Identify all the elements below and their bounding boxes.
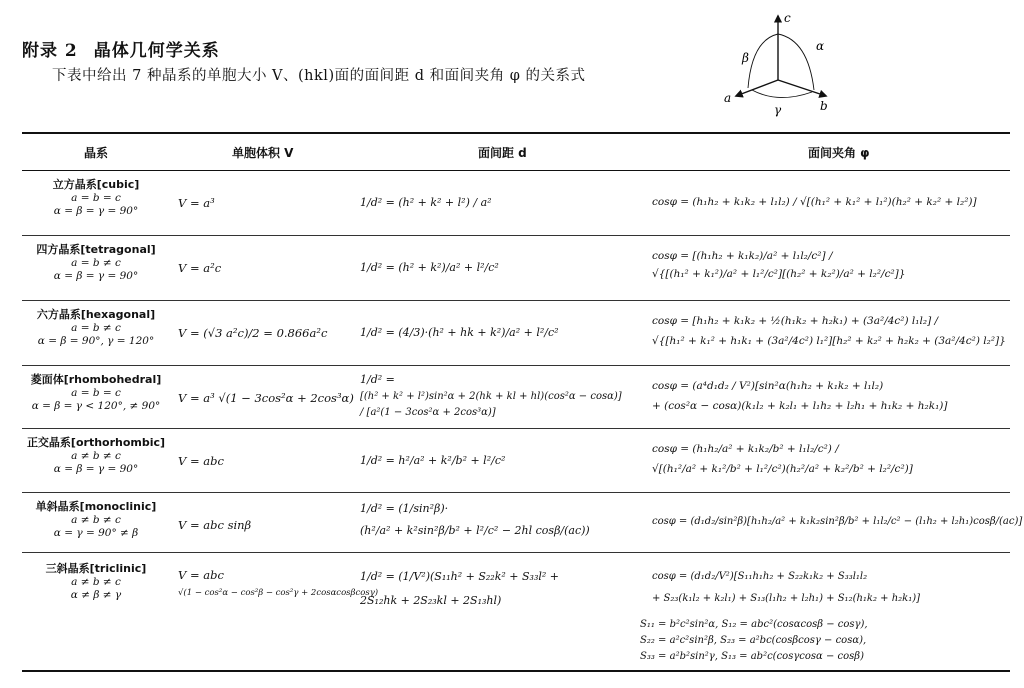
row-divider (22, 300, 1010, 301)
table-row-rhombohedral (22, 373, 170, 413)
volume-formula: V = (√3 a²c)/2 = 0.866a²c (178, 326, 328, 340)
system-condition: α = β = γ = 90° (53, 269, 139, 282)
s-coefficient-line: S₃₃ = a²b²sin²γ, S₁₃ = ab²c(cosγcosα − cosβ) (640, 651, 864, 662)
volume-formula: V = a³ √(1 − 3cos²α + 2cos³α) (178, 391, 354, 405)
appendix-number: 附录 2 (22, 41, 78, 61)
angle-formula-line: √{[(h₁² + k₁²)/a² + l₁²/c²][(h₂² + k₂²)/a² + l₂²/c²]} (652, 268, 906, 280)
label-c: c (784, 11, 791, 25)
table-row-triclinic (22, 562, 170, 602)
system-name: 正交晶系[orthorhombic] (26, 436, 166, 449)
spacing-formula-line: (h²/a² + k²sin²β/b² + l²/c² − 2hl cosβ/(ac)) (360, 524, 590, 537)
volume-formula: V = abc (178, 454, 224, 468)
volume-formula: V = a³ (178, 196, 215, 210)
table-row-tetragonal (22, 243, 170, 283)
system-name: 六方晶系[hexagonal] (36, 308, 156, 321)
spacing-formula: 1/d² = (4/3)·(h² + hk + k²)/a² + l²/c² (360, 326, 559, 339)
volume-formula-line: √(1 − cos²α − cos²β − cos²γ + 2cosαcosβcosγ) (178, 588, 379, 598)
system-name: 菱面体[rhombohedral] (30, 373, 162, 386)
system-name: 立方晶系[cubic] (52, 178, 140, 191)
table-bottom-rule (22, 670, 1010, 672)
system-condition: a ≠ b ≠ c (71, 449, 121, 462)
table-header-rule (22, 170, 1010, 171)
system-condition: a ≠ b ≠ c (71, 575, 121, 588)
angle-formula-line: cosφ = [h₁h₂ + k₁k₂ + ½(h₁k₂ + h₂k₁) + (3a²/4c²) l₁l₂] / (652, 315, 939, 327)
spacing-formula-line: 1/d² = (1/sin²β)· (360, 502, 449, 515)
angle-formula-line: cosφ = (d₁d₂/V²)[S₁₁h₁h₂ + S₂₂k₁k₂ + S₃₃l₁l₂ (652, 571, 868, 582)
column-header-spacing: 面间距 d (478, 146, 527, 160)
volume-formula: V = a²c (178, 261, 222, 275)
spacing-formula-line: / [a²(1 − 3cos²α + 2cos³α)] (360, 407, 496, 418)
system-condition: a = b ≠ c (71, 256, 121, 269)
table-row-cubic (22, 178, 170, 218)
label-b: b (820, 99, 828, 113)
table-top-rule (22, 132, 1010, 134)
a-axis-line (736, 80, 778, 96)
table-row-orthorhombic (22, 436, 170, 476)
system-condition: α = β = γ < 120°, ≠ 90° (31, 399, 161, 412)
spacing-formula-line: 2S₁₂hk + 2S₂₃kl + 2S₁₃hl) (360, 594, 502, 607)
row-divider (22, 365, 1010, 366)
angle-formula-line: cosφ = (a⁴d₁d₂ / V²)[sin²α(h₁h₂ + k₁k₂ + l₁l₂) (652, 380, 884, 392)
appendix-subtitle: 下表中给出 7 种晶系的单胞大小 V、(hkl)面的面间距 d 和面间夹角 φ 的关系式 (52, 68, 586, 84)
b-axis-line (778, 80, 826, 96)
spacing-formula: 1/d² = (h² + k²)/a² + l²/c² (360, 261, 499, 274)
angle-formula: cosφ = (h₁h₂ + k₁k₂ + l₁l₂) / √[(h₁² + k₁² + l₁²)(h₂² + k₂² + l₂²)] (652, 196, 977, 208)
angle-formula-line: cosφ = [(h₁h₂ + k₁k₂)/a² + l₁l₂/c²] / (652, 250, 833, 262)
table-row-monoclinic (22, 500, 170, 540)
column-header-system: 晶系 (84, 146, 109, 160)
angle-formula: cosφ = (d₁d₂/sin²β)[h₁h₂/a² + k₁k₂sin²β/b² + l₁l₂/c² − (l₁h₂ + l₂h₁)cosβ/(ac)] (652, 516, 1023, 527)
s-coefficient-line: S₁₁ = b²c²sin²α, S₁₂ = abc²(cosαcosβ − cosγ), (640, 619, 868, 630)
beta-arc (748, 34, 778, 88)
crystal-axes-diagram (712, 8, 852, 120)
system-name: 四方晶系[tetragonal] (36, 243, 156, 256)
appendix-heading (22, 36, 220, 61)
column-header-volume: 单胞体积 V (232, 146, 294, 160)
spacing-formula-line: 1/d² = (360, 373, 395, 386)
system-condition: α = β = 90°, γ = 120° (37, 334, 155, 347)
angle-formula-line: + S₂₃(k₁l₂ + k₂l₁) + S₁₃(l₁h₂ + l₂h₁) + S₁₂(h₁k₂ + h₂k₁)] (652, 593, 921, 604)
system-condition: α = γ = 90° ≠ β (53, 526, 139, 539)
label-gamma: γ (774, 103, 782, 117)
system-condition: a = b = c (71, 386, 121, 399)
gamma-arc (752, 90, 812, 98)
row-divider (22, 235, 1010, 236)
system-condition: α ≠ β ≠ γ (70, 588, 122, 601)
spacing-formula-line: [(h² + k² + l²)sin²α + 2(hk + kl + hl)(cos²α − cosα)] (360, 391, 622, 402)
system-condition: α = β = γ = 90° (53, 462, 139, 475)
label-a: a (724, 91, 732, 105)
system-name: 三斜晶系[triclinic] (45, 562, 147, 575)
spacing-formula: 1/d² = h²/a² + k²/b² + l²/c² (360, 454, 506, 467)
system-condition: a = b = c (71, 191, 121, 204)
system-condition: a ≠ b ≠ c (71, 513, 121, 526)
row-divider (22, 492, 1010, 493)
spacing-formula-line: 1/d² = (1/V²)(S₁₁h² + S₂₂k² + S₃₃l² + (360, 570, 559, 583)
appendix-title: 晶体几何学关系 (93, 41, 220, 61)
system-name: 单斜晶系[monoclinic] (35, 500, 157, 513)
volume-formula: V = abc sinβ (178, 518, 252, 532)
row-divider (22, 552, 1010, 553)
s-coefficient-line: S₂₂ = a²c²sin²β, S₂₃ = a²bc(cosβcosγ − cosα), (640, 635, 867, 646)
angle-formula-line: + (cos²α − cosα)(k₁l₂ + k₂l₁ + l₁h₂ + l₂h₁ + h₁k₂ + h₂k₁)] (652, 400, 948, 412)
label-beta: β (742, 51, 749, 65)
volume-formula-line: V = abc (178, 568, 224, 582)
angle-formula-line: cosφ = (h₁h₂/a² + k₁k₂/b² + l₁l₂/c²) / (652, 443, 839, 455)
spacing-formula: 1/d² = (h² + k² + l²) / a² (360, 196, 492, 209)
angle-formula-line: √{[h₁² + k₁² + h₁k₁ + (3a²/4c²) l₁²][h₂² + k₂² + h₂k₂ + (3a²/4c²) l₂²]} (652, 335, 1006, 347)
row-divider (22, 428, 1010, 429)
column-header-angle: 面间夹角 φ (808, 146, 870, 160)
system-condition: a = b ≠ c (71, 321, 121, 334)
table-row-hexagonal (22, 308, 170, 348)
label-alpha: α (816, 39, 825, 53)
angle-formula-line: √[(h₁²/a² + k₁²/b² + l₁²/c²)(h₂²/a² + k₂²/b² + l₂²/c²)] (652, 463, 913, 475)
system-condition: α = β = γ = 90° (53, 204, 139, 217)
